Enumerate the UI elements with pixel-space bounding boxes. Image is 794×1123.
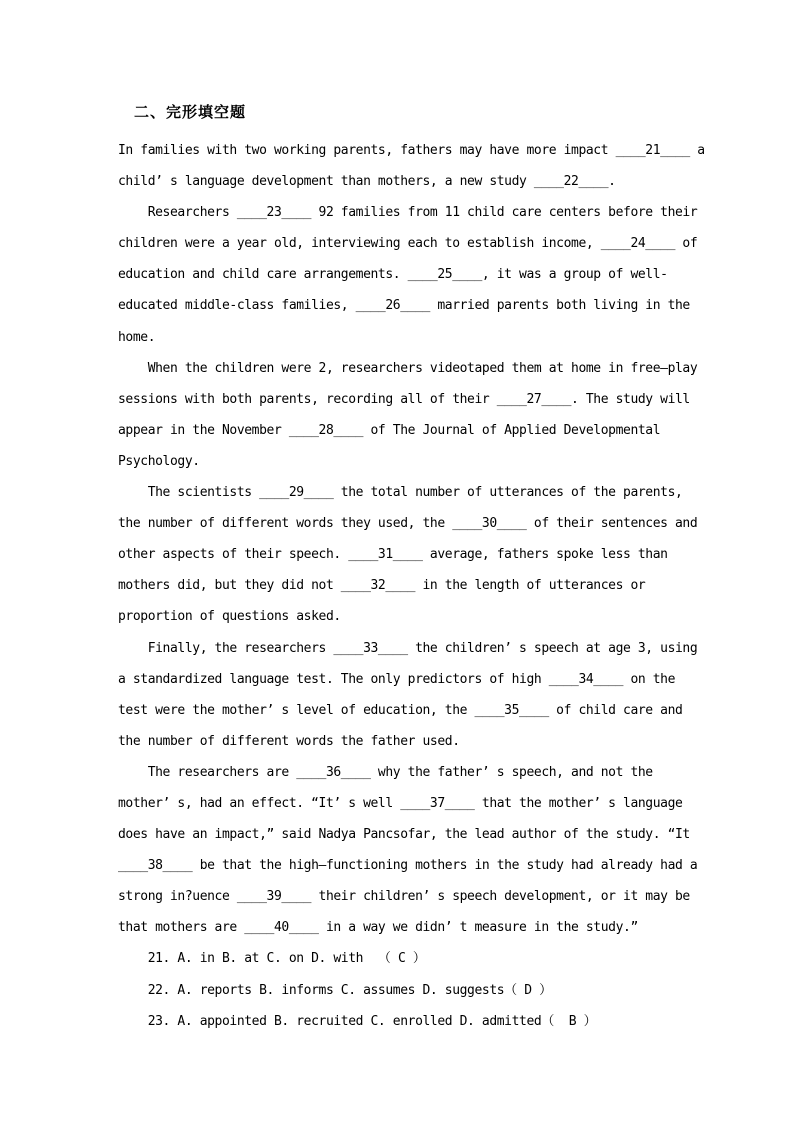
text-line: home. [118,329,156,345]
paragraph [118,757,728,944]
text-line: In families with two working parents, fathers may have more impact ____21____ a [118,143,705,158]
paragraph [118,197,728,352]
text-line: sessions with both parents, recording all of their ____27____. The study will [118,391,690,407]
text-line: other aspects of their speech. ____31____ average, fathers spoke less than [118,547,668,563]
section-heading: 二、完形填空题 [134,103,247,121]
text-line: proportion of questions asked. [118,609,341,625]
text-line: mother’ s, had an effect. “It’ s well ____37____ that the mother’ s language [118,795,683,811]
paragraph [118,135,728,197]
text-line: children were a year old, interviewing each to establish income, ____24____ of [118,236,698,252]
text-line: the number of different words the father used. [118,733,460,749]
document-content [118,102,728,1037]
text-line: appear in the November ____28____ of The Journal of Applied Developmental [118,422,661,438]
paragraph [118,633,728,757]
paragraph [118,477,728,632]
text-line: mothers did, but they did not ____32____ in the length of utterances or [118,578,646,594]
text-line: educated middle-class families, ____26____ married parents both living in the [118,298,690,314]
text-line: Psychology. [118,453,200,469]
text-line: a standardized language test. The only predictors of high ____34____ on the [118,671,675,687]
answer-line: 23. A. appointed B. recruited C. enrolled D. admitted（ B ） [118,1013,597,1029]
text-line: ____38____ be that the high—functioning mothers in the study had already had a [118,858,698,874]
text-line: that mothers are ____40____ in a way we didn’ t measure in the study.” [118,920,638,936]
paragraphs [118,135,728,943]
text-line: does have an impact,” said Nadya Pancsofar, the lead author of the study. “It [118,827,690,843]
text-line: The researchers are ____36____ why the father’ s speech, and not the [118,764,653,780]
text-line: strong in?uence ____39____ their children’ s speech development, or it may be [118,889,690,905]
text-line: child’ s language development than mothers, a new study ____22____. [118,174,616,190]
text-line: When the children were 2, researchers videotaped them at home in free—play [118,360,698,376]
text-line: the number of different words they used, the ____30____ of their sentences and [118,516,698,532]
paragraph [118,353,728,477]
answer-line: 21. A. in B. at C. on D. with （ C ） [118,951,426,967]
text-line: test were the mother’ s level of education, the ____35____ of child care and [118,702,683,718]
text-line: The scientists ____29____ the total number of utterances of the parents, [118,485,683,501]
answer-line: 22. A. reports B. informs C. assumes D. suggests（ D ） [118,982,552,998]
text-line: education and child care arrangements. ____25____, it was a group of well- [118,267,668,283]
answer-list [118,943,728,1036]
text-line: Finally, the researchers ____33____ the children’ s speech at age 3, using [118,640,698,656]
text-line: Researchers ____23____ 92 families from 11 child care centers before their [118,205,698,221]
